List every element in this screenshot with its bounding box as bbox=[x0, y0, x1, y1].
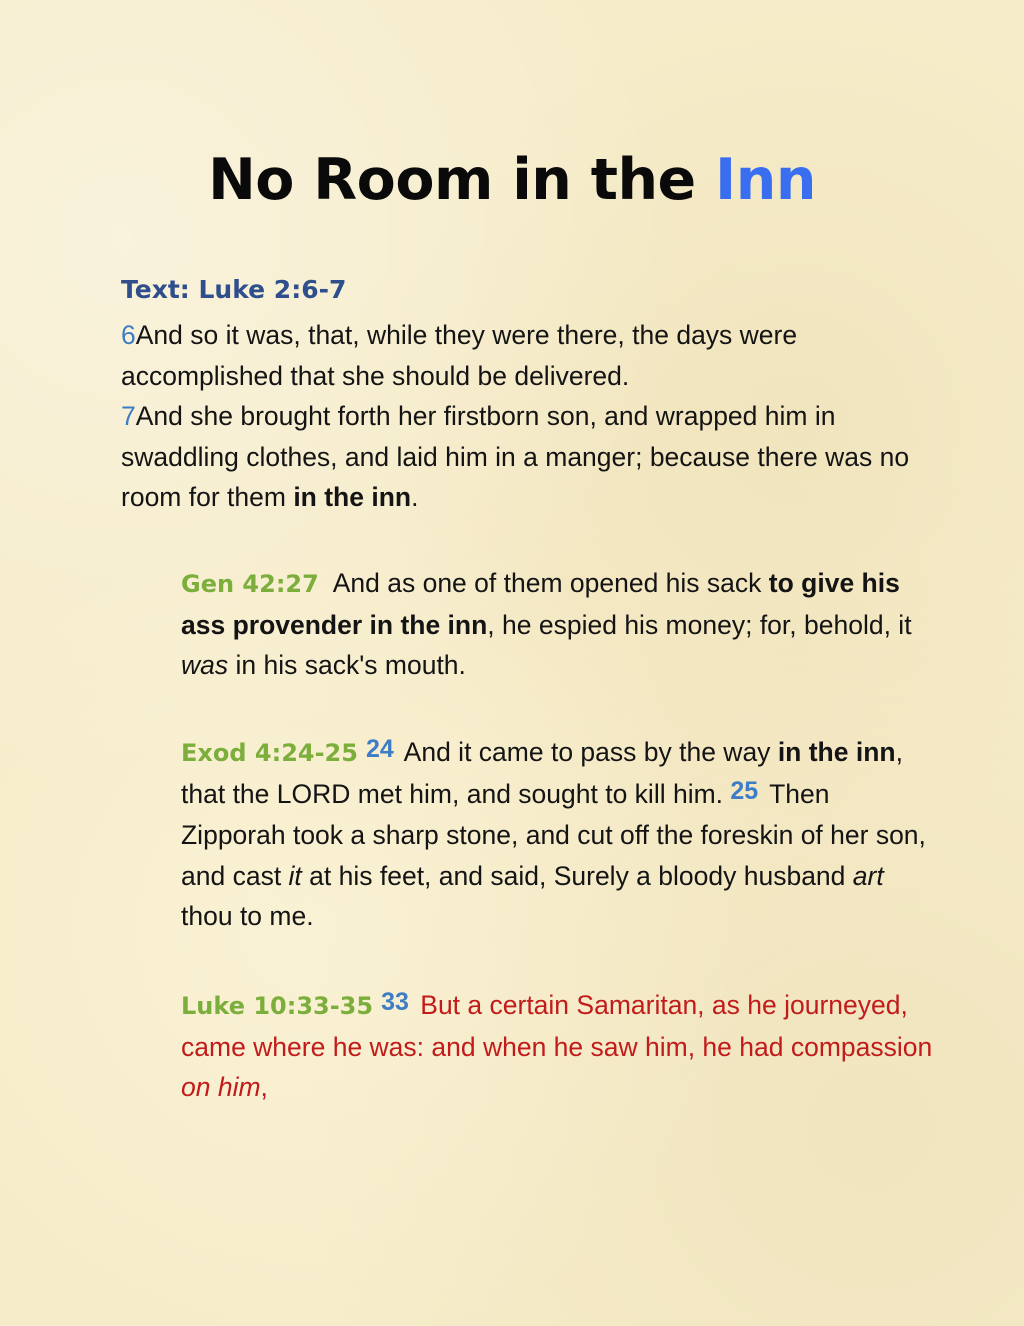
verse-text: And so it was, that, while they were there, the days were accomplished that she should be delivered. bbox=[121, 320, 798, 391]
passage-text: , that the LORD met him, and sought to kill him. bbox=[181, 737, 903, 809]
main-scripture-text bbox=[121, 315, 921, 518]
scripture-reference: Exod 4:24-25 bbox=[181, 739, 358, 767]
red-letter-text: , bbox=[260, 1072, 268, 1102]
exodus-passage bbox=[181, 732, 941, 937]
emphasis-text: in the inn bbox=[293, 482, 412, 512]
emphasis-text: to give his ass provender in the inn bbox=[181, 568, 900, 640]
passage-text: at his feet, and said, Surely a bloody husband bbox=[301, 860, 853, 891]
passage-text: And it came to pass by the way bbox=[397, 737, 778, 767]
title-main: No Room in the bbox=[208, 147, 716, 213]
genesis-passage bbox=[181, 563, 941, 686]
scripture-reference: Luke 10:33-35 bbox=[181, 992, 374, 1020]
verse-text: And she brought forth her firstborn son, and wrapped him in swaddling clothes, and laid him in a manger; because there was no room for them bbox=[121, 401, 910, 512]
verse-number: 7 bbox=[121, 401, 136, 431]
verse-6 bbox=[121, 315, 921, 396]
red-letter-text: But a certain Samaritan, as he journeyed, came where he was: and when he saw him, he had compassion bbox=[181, 990, 933, 1062]
verse-text-end: . bbox=[411, 482, 419, 512]
passage-text: , he espied his money; for, behold, it bbox=[487, 609, 912, 640]
verse-number: 33 bbox=[381, 988, 409, 1016]
scripture-reference: Gen 42:27 bbox=[181, 570, 319, 598]
verse-number: 6 bbox=[121, 320, 136, 350]
passage-text: in his sack's mouth. bbox=[228, 650, 466, 680]
luke-10-passage bbox=[181, 985, 941, 1108]
text-reference-heading: Text: Luke 2:6-7 bbox=[121, 275, 347, 304]
emphasis-text: in the inn bbox=[777, 737, 896, 767]
italic-text: art bbox=[852, 860, 884, 891]
passage-text: Then Zipporah took a sharp stone, and cut off the foreskin of her son, and cast bbox=[181, 778, 926, 891]
verse-number: 24 bbox=[365, 735, 394, 763]
verse-number: 25 bbox=[730, 776, 759, 805]
italic-text: it bbox=[288, 860, 302, 891]
italic-text: was bbox=[181, 650, 229, 680]
passage-text: thou to me. bbox=[181, 901, 314, 931]
red-letter-italic-text: on him bbox=[181, 1072, 261, 1102]
verse-7 bbox=[121, 396, 921, 518]
title-accent: Inn bbox=[715, 147, 816, 213]
passage-text: And as one of them opened his sack bbox=[326, 568, 769, 598]
page-title bbox=[0, 140, 1024, 220]
